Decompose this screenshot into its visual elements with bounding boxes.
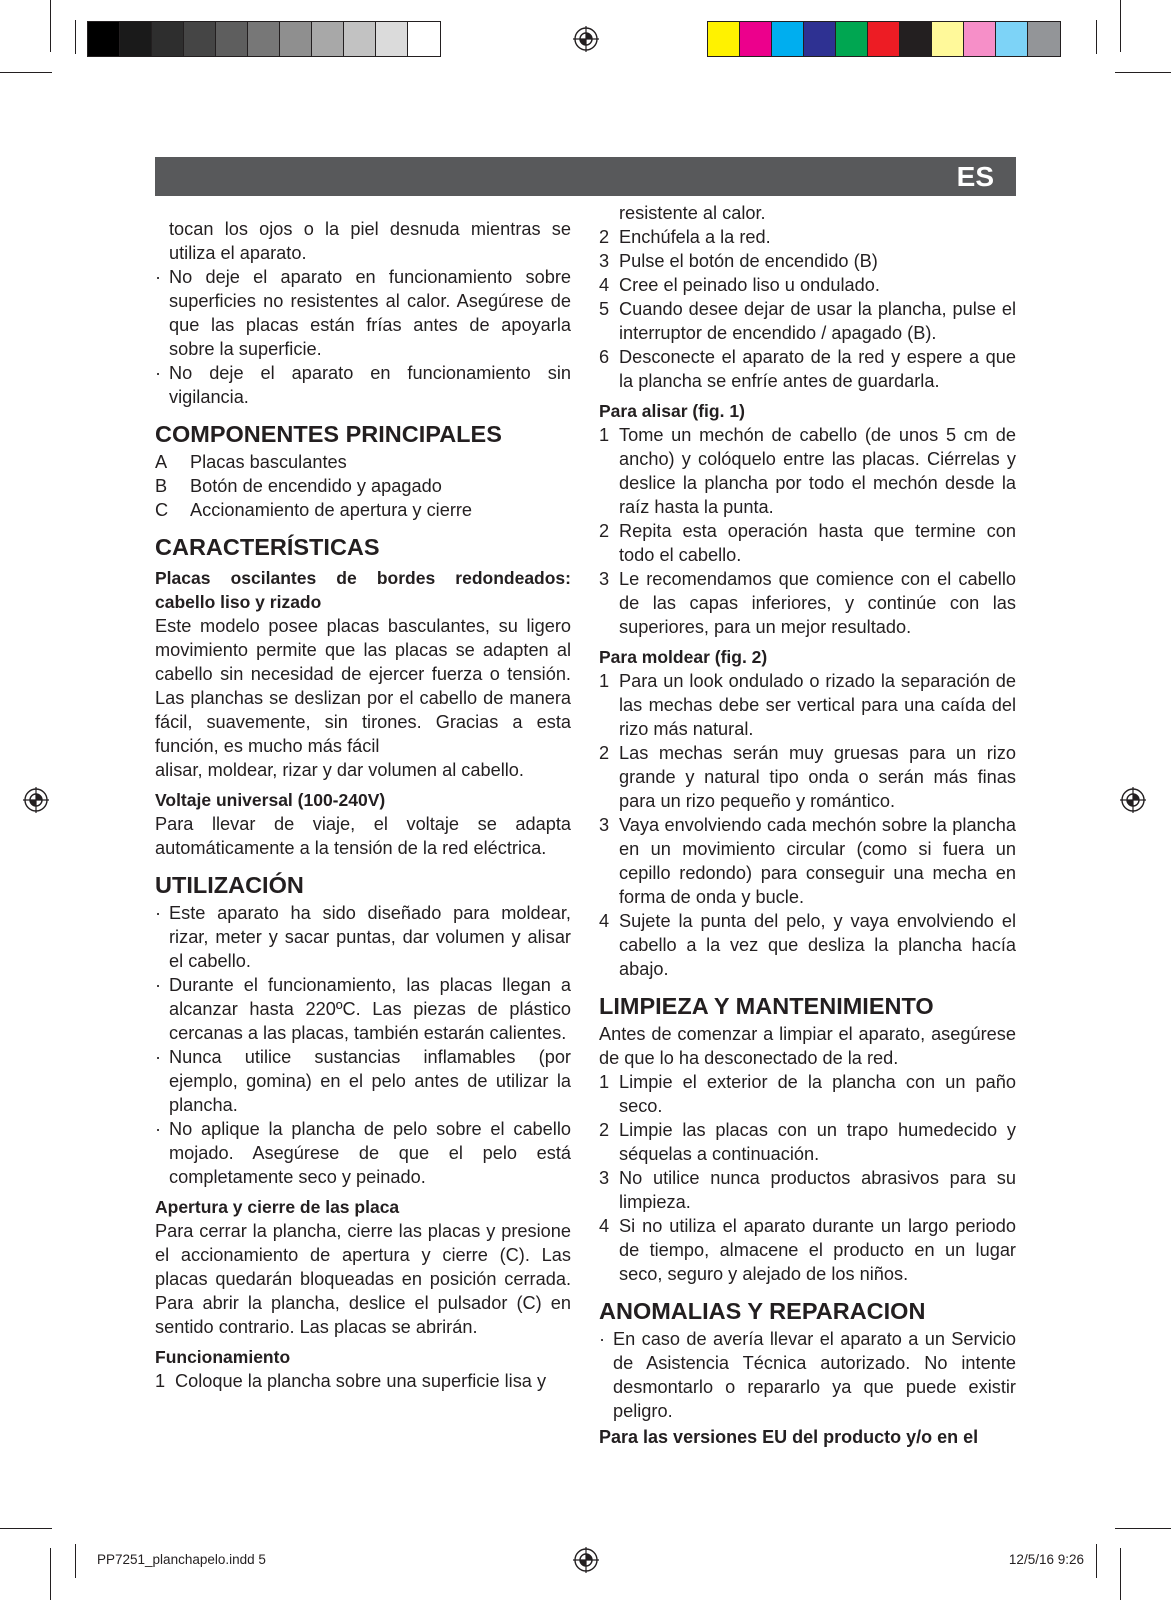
step-text: Cuando desee dejar de usar la plancha, pulse el interruptor de encendido / apagado (B). [619,299,1016,343]
numbered-step [599,669,1016,741]
step-number: 6 [599,347,610,367]
paragraph: Antes de comenzar a limpiar el aparato, asegúrese de que lo ha desconectado de la red. [599,1024,1016,1068]
color-swatch [932,22,964,56]
component-label: Placas basculantes [190,452,347,472]
numbered-step [599,225,1016,249]
color-swatch [280,22,312,56]
component-item [155,474,571,498]
crop-mark [1115,72,1171,73]
step-number: 1 [599,425,610,445]
paragraph: Para cerrar la plancha, cierre las placas y presione el accionamiento de apertura y cierre (C). Las placas quedarán bloqueadas en posición cerrada. Para abrir la plancha, deslice el pulsador (C) en sentido contrario. Las placas se abrirán. [155,1221,571,1337]
paragraph: tocan los ojos o la piel desnuda mientras se utiliza el aparato. [169,219,571,263]
bullet-item: · Durante el funcionamiento, las placas llegan a alcanzar hasta 220ºC. Las piezas de plástico cercanas a las placas, también estarán calientes. [155,973,571,1045]
step-text: Le recomendamos que comience con el cabello de las capas inferiores, y continúe con las superiores, para un mejor resultado. [619,569,1016,637]
color-swatch [216,22,248,56]
registration-mark-icon [573,1547,599,1573]
color-swatch [836,22,868,56]
section-heading-cleaning: LIMPIEZA Y MANTENIMIENTO [599,993,934,1019]
step-text: Repita esta operación hasta que termine con todo el cabello. [619,521,1016,565]
crop-mark [1120,1548,1121,1600]
subheading: Placas oscilantes de bordes redondeados: cabello liso y rizado [155,568,571,612]
bullet-item: · En caso de avería llevar el aparato a un Servicio de Asistencia Técnica autorizado. No intente desmontarlo o repararlo ya que puede existir peligro. [599,1327,1016,1423]
registration-mark-icon [573,26,599,52]
bullet-item: · No deje el aparato en funcionamiento sin vigilancia. [155,361,571,409]
step-number: 2 [599,743,610,763]
crop-mark [50,1548,51,1600]
step-number: 5 [599,299,610,319]
step-number: 2 [599,1120,610,1140]
subheading: Funcionamiento [155,1347,291,1367]
step-text: Limpie el exterior de la plancha con un paño seco. [619,1072,1016,1116]
bullet-item: · Este aparato ha sido diseñado para moldear, rizar, meter y sacar puntas, dar volumen y alisar el cabello. [155,901,571,973]
crop-mark [75,20,76,54]
component-key: C [155,500,169,520]
numbered-step [599,909,1016,981]
color-swatch [900,22,932,56]
step-text: Las mechas serán muy gruesas para un rizo grande y natural tipo onda o serán más finas para un rizo pequeño y romántico. [619,743,1016,811]
step-text: Pulse el botón de encendido (B) [619,251,878,271]
subheading: Para moldear (fig. 2) [599,647,768,667]
numbered-step [599,423,1016,519]
crop-mark [1096,20,1097,54]
numbered-step [599,1070,1016,1118]
color-swatch [740,22,772,56]
color-swatch [376,22,408,56]
bullet-item: · No aplique la plancha de pelo sobre el cabello mojado. Asegúrese de que el pelo está completamente seco y peinado. [155,1117,571,1189]
step-text: Limpie las placas con un trapo humedecido y séquelas a continuación. [619,1120,1016,1164]
step-text: Sujete la punta del pelo, y vaya envolviendo el cabello a la vez que desliza la plancha hacía abajo. [619,911,1016,979]
component-label: Accionamiento de apertura y cierre [190,500,473,520]
component-label: Botón de encendido y apagado [190,476,442,496]
step-number: 3 [599,251,610,271]
crop-mark [1120,0,1121,52]
paragraph: alisar, moldear, rizar y dar volumen al cabello. [155,760,524,780]
color-swatch [804,22,836,56]
numbered-step [599,297,1016,345]
step-number: 1 [599,671,610,691]
subheading: Para alisar (fig. 1) [599,401,745,421]
color-swatch [152,22,184,56]
step-number: 3 [599,569,610,589]
left-column [155,217,571,1393]
language-code: ES [956,161,994,192]
step-text: Coloque la plancha sobre una superficie lisa y [175,1371,547,1391]
step-number: 4 [599,911,610,931]
color-swatch [184,22,216,56]
step-text: Vaya envolviendo cada mechón sobre la plancha en un movimiento circular (como si fuera un cepillo redondo) para conseguir una mecha en forma de onda y bucle. [619,815,1016,907]
numbered-step [599,273,1016,297]
section-heading-usage: UTILIZACIÓN [155,872,304,898]
bullet-item: · Nunca utilice sustancias inflamables (por ejemplo, gomina) en el pelo antes de utilizar la plancha. [155,1045,571,1117]
numbered-step [155,1369,571,1393]
shape-steps [599,669,1016,981]
footer-filename: PP7251_planchapelo.indd 5 [97,1552,266,1567]
cleaning-steps [599,1070,1016,1286]
color-swatch [408,22,440,56]
subheading: Apertura y cierre de las placa [155,1197,400,1217]
section-heading-components: COMPONENTES PRINCIPALES [155,421,502,447]
color-swatch [1028,22,1060,56]
numbered-step [599,1214,1016,1286]
bullet-item: · No deje el aparato en funcionamiento sobre superficies no resistentes al calor. Asegúrese de que las placas están frías antes de apoyarla sobre la superficie. [155,265,571,361]
grayscale-color-bar [87,21,441,57]
step-text: Tome un mechón de cabello (de unos 5 cm de ancho) y colóquelo entre las placas. Ciérrelas y deslice la plancha por todo el mechón desde la raíz hasta la punta. [619,425,1016,517]
numbered-step [599,1166,1016,1214]
footer-timestamp: 12/5/16 9:26 [1008,1552,1084,1567]
numbered-step [599,567,1016,639]
numbered-step [599,519,1016,567]
color-swatch [248,22,280,56]
step-number: 3 [599,1168,610,1188]
step-text: Desconecte el aparato de la red y espere a que la plancha se enfríe antes de guardarla. [619,347,1016,391]
step-number: 1 [599,1072,610,1092]
component-key: A [155,452,168,472]
numbered-step [599,345,1016,393]
component-item [155,450,571,474]
section-heading-features: CARACTERÍSTICAS [155,534,380,560]
subheading: Voltaje universal (100-240V) [155,790,386,810]
paragraph: resistente al calor. [619,203,766,223]
paragraph: Este modelo posee placas basculantes, su ligero movimiento permite que las placas se adapten al cabello sin necesidad de ejercer fuerza o tensión. Las planchas se deslizan por el cabello de manera fácil, suavemente, sin tirones. Gracias a esta función, es mucho más fácil [155,616,571,756]
crop-mark [1096,1544,1097,1578]
step-number: 2 [599,227,610,247]
step-text: Para un look ondulado o rizado la separación de las mechas debe ser vertical para una caída del rizo más natural. [619,671,1016,739]
color-swatch [120,22,152,56]
crop-mark [0,1528,52,1529]
subheading: Para las versiones EU del producto y/o en el [599,1427,979,1447]
section-heading-faults: ANOMALIAS Y REPARACION [599,1298,926,1324]
crop-mark [75,1544,76,1578]
color-swatch [312,22,344,56]
component-key: B [155,476,168,496]
functioning-steps [599,225,1016,393]
step-number: 4 [599,1216,610,1236]
numbered-step [599,1118,1016,1166]
step-text: Si no utiliza el aparato durante un largo periodo de tiempo, almacene el producto en un lugar seco, seguro y alejado de los niños. [619,1216,1016,1284]
registration-mark-icon [1120,787,1146,813]
color-swatch [964,22,996,56]
numbered-step [599,249,1016,273]
step-text: No utilice nunca productos abrasivos para su limpieza. [619,1168,1016,1212]
step-text: Enchúfela a la red. [619,227,771,247]
color-swatch [868,22,900,56]
step-number: 3 [599,815,610,835]
step-number: 2 [599,521,610,541]
step-text: Cree el peinado liso u ondulado. [619,275,880,295]
color-swatch [344,22,376,56]
step-number: 1 [155,1371,166,1391]
color-swatch [772,22,804,56]
crop-mark [1115,1528,1171,1529]
numbered-step [599,813,1016,909]
crop-mark [50,0,51,52]
step-number: 4 [599,275,610,295]
straighten-steps [599,423,1016,639]
language-header-bar [155,157,1016,196]
paragraph: Para llevar de viaje, el voltaje se adapta automáticamente a la tensión de la red eléctrica. [155,814,571,858]
numbered-step [599,741,1016,813]
color-swatch [996,22,1028,56]
color-swatch [88,22,120,56]
crop-mark [0,72,52,73]
color-swatch [708,22,740,56]
right-column [599,201,1016,1449]
process-color-bar [707,21,1061,57]
component-item [155,498,571,522]
registration-mark-icon [23,787,49,813]
